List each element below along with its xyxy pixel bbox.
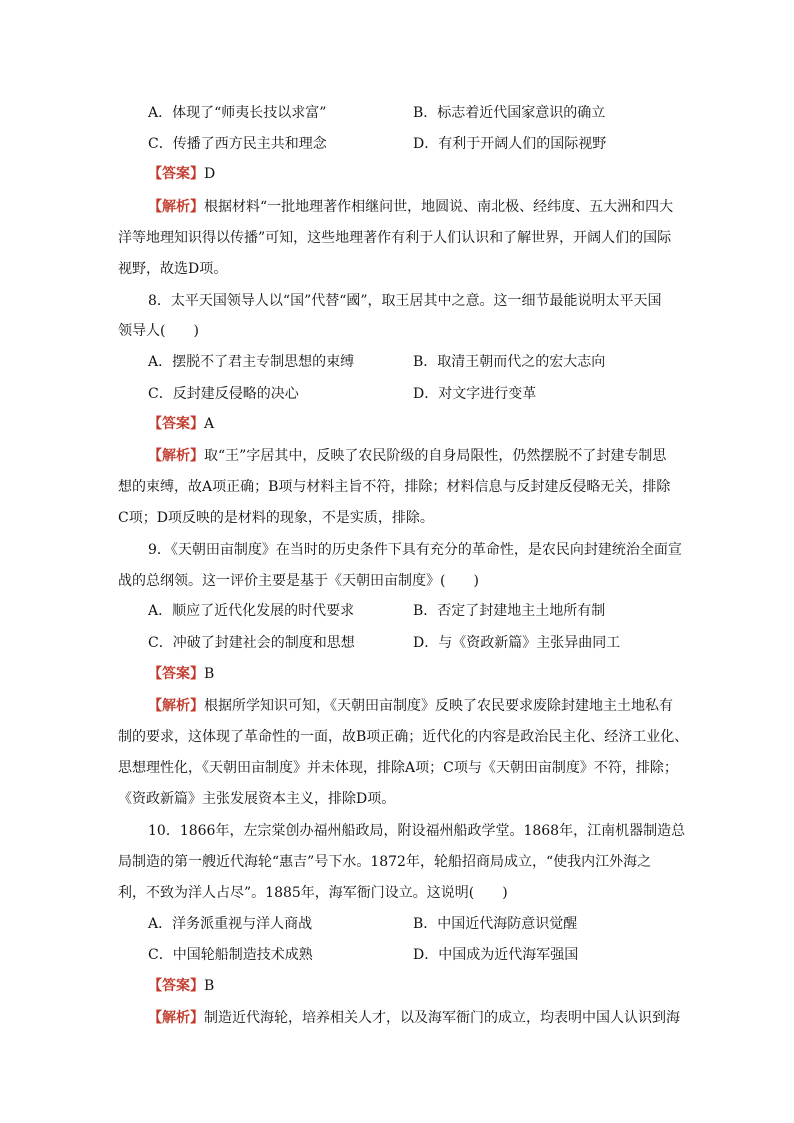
q10-option-b: B．中国近代海防意识觉醒 [413,916,578,932]
q7-analysis-line-1 [148,197,673,217]
answer-label: 【答案】 [148,666,204,682]
q8-analysis-line-3: C项；D项反映的是材料的现象，不是实质，排除。 [118,510,434,526]
q7-option-b: B．标志着近代国家意识的确立 [413,105,606,121]
q9-stem-line-2: 战的总纲领。这一评价主要是基于《天朝田亩制度》( ) [118,573,479,589]
answer-label: 【答案】 [148,416,204,432]
q7-analysis-line-2: 洋等地理知识得以传播”可知，这些地理著作有利于人们认识和了解世界，开阔人们的国际 [118,230,672,246]
q9-option-d: D．与《资政新篇》主张异曲同工 [413,635,621,651]
answer-value: B [204,666,215,682]
q9-analysis-line-2: 制的要求，这体现了革命性的一面，故B项正确；近代化的内容是政治民主化、经济工业化、 [118,729,689,745]
analysis-text: 取“王”字居其中，反映了农民阶级的自身局限性，仍然摆脱不了封建专制思 [204,448,667,464]
q10-option-d: D．中国成为近代海军强国 [413,947,579,963]
q9-analysis-line-3: 思想理性化，《天朝田亩制度》并未体现，排除A项；C项与《天朝田亩制度》不符，排除； [118,760,678,776]
answer-value: D [204,166,216,182]
q7-answer [148,164,215,184]
q8-option-d: D．对文字进行变革 [413,386,537,402]
q10-analysis-line-1 [148,1008,680,1028]
q10-stem-line-2: 局制造的第一艘近代海轮“惠吉”号下水。1872年，轮船招商局成立，“使我内江外海之 [118,854,652,870]
q8-option-a: A．摆脱不了君主专制思想的束缚 [148,354,355,370]
analysis-label: 【解析】 [148,1010,204,1026]
q8-answer [148,414,214,434]
q7-analysis-line-3: 视野，故选D项。 [118,261,228,277]
q9-option-c: C．冲破了封建社会的制度和思想 [148,635,355,651]
q7-option-a: A．体现了“师夷长技以求富” [148,105,327,121]
q9-option-a: A．顺应了近代化发展的时代要求 [148,603,355,619]
analysis-label: 【解析】 [148,698,204,714]
analysis-label: 【解析】 [148,199,204,215]
q8-stem-line-2: 领导人( ) [118,323,199,339]
q10-stem-line-1: 10．1866年，左宗棠创办福州船政局，附设福州船政学堂。1868年，江南机器制造总 [148,823,686,839]
q9-answer [148,664,214,684]
q8-analysis-line-1 [148,446,666,466]
answer-label: 【答案】 [148,978,204,994]
q10-option-a: A．洋务派重视与洋人商战 [148,916,313,932]
q9-analysis-line-4: 《资政新篇》主张发展资本主义，排除D项。 [118,791,396,807]
analysis-text: 制造近代海轮，培养相关人才，以及海军衙门的成立，均表明中国人认识到海 [204,1010,680,1026]
analysis-text: 根据材料“一批地理著作相继问世，地圆说、南北极、经纬度、五大洲和四大 [204,199,674,215]
q7-option-c: C．传播了西方民主共和理念 [148,136,327,152]
q9-option-b: B．否定了封建地主土地所有制 [413,603,606,619]
analysis-label: 【解析】 [148,448,204,464]
q10-option-c: C．中国轮船制造技术成熟 [148,947,313,963]
q10-answer [148,976,214,996]
q10-stem-line-3: 利，不致为洋人占尽”。1885年，海军衙门设立。这说明( ) [118,885,508,901]
answer-value: B [204,978,215,994]
q9-analysis-line-1 [148,696,673,716]
q8-option-b: B．取清王朝而代之的宏大志向 [413,354,606,370]
analysis-text: 根据所学知识可知，《天朝田亩制度》反映了农民要求废除封建地主土地私有 [204,698,673,714]
q8-option-c: C．反封建反侵略的决心 [148,386,299,402]
answer-value: A [204,416,215,432]
q7-option-d: D．有利于开阔人们的国际视野 [413,136,607,152]
q9-stem-line-1: 9．《天朝田亩制度》在当时的历史条件下具有充分的革命性，是农民向封建统治全面宣 [148,542,682,558]
q8-stem-line-1: 8．太平天国领导人以“国”代替“國”，取王居其中之意。这一细节最能说明太平天国 [148,293,662,309]
q8-analysis-line-2: 想的束缚，故A项正确；B项与材料主旨不符，排除；材料信息与反封建反侵略无关，排除 [118,479,671,495]
answer-label: 【答案】 [148,166,204,182]
